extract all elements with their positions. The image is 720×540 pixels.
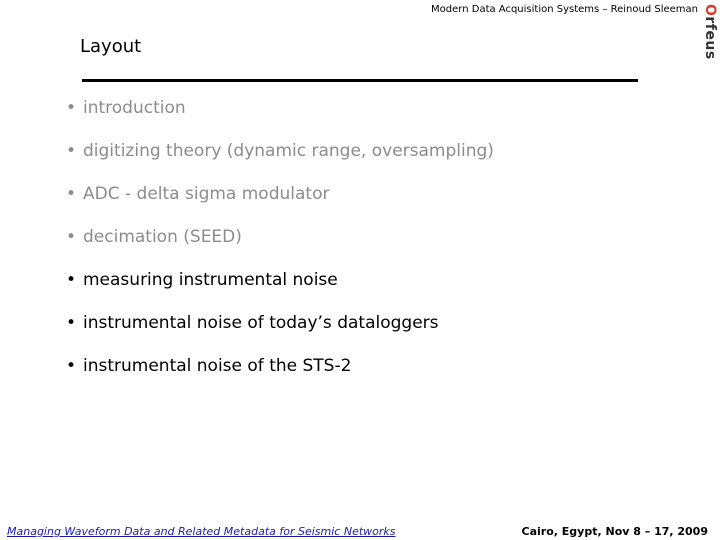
- bullet-item: • ADC - delta sigma modulator: [66, 184, 330, 204]
- footer-course-link[interactable]: Managing Waveform Data and Related Metadata for Seismic Networks: [7, 525, 396, 538]
- bullet-item: • digitizing theory (dynamic range, oversampling): [66, 141, 494, 161]
- bullet-item: • introduction: [66, 98, 186, 118]
- header-title: Modern Data Acquisition Systems – Reinoud Sleeman: [431, 4, 698, 15]
- bullet-icon: •: [66, 227, 77, 247]
- orfeus-logo: [702, 2, 718, 58]
- bullet-icon: •: [66, 356, 77, 376]
- title-divider: [82, 79, 638, 82]
- bullet-item: • measuring instrumental noise: [66, 270, 338, 290]
- footer-location-date: Cairo, Egypt, Nov 8 – 17, 2009: [521, 525, 708, 538]
- slide-title: Layout: [80, 36, 142, 57]
- logo-rest: rfeus: [702, 16, 718, 60]
- bullet-item: • decimation (SEED): [66, 227, 242, 247]
- bullet-list: [66, 98, 494, 399]
- bullet-icon: •: [66, 313, 77, 333]
- bullet-item: • instrumental noise of today’s dataloggers: [66, 313, 439, 333]
- bullet-icon: •: [66, 98, 77, 118]
- bullet-item: • instrumental noise of the STS-2: [66, 356, 352, 376]
- bullet-icon: •: [66, 141, 77, 161]
- bullet-icon: •: [66, 184, 77, 204]
- bullet-icon: •: [66, 270, 77, 290]
- logo-initial: O: [702, 4, 718, 17]
